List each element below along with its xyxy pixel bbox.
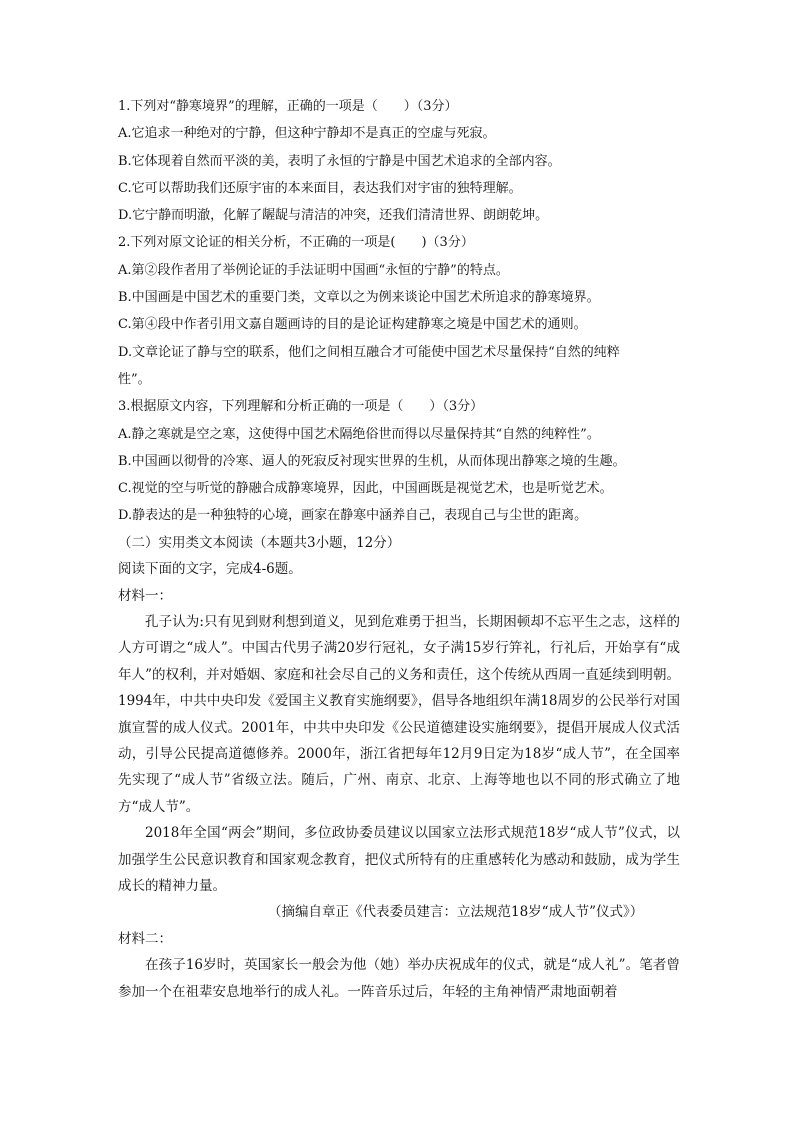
question-2-option-a: A.第②段作者用了举例论证的手法证明中国画“永恒的宁静”的特点。 xyxy=(118,262,509,278)
document-page xyxy=(118,93,680,1005)
material-1-label: 材料一： xyxy=(118,587,172,604)
material-1-source: （摘编自章正《代表委员建言：立法规范18岁“成人节”仪式》） xyxy=(268,904,644,921)
section-instruction: 阅读下面的文字，完成4-6题。 xyxy=(118,561,302,578)
material-2-paragraph-1: 在孩子16岁时，英国家长一般会为他（她）举办庆祝成年的仪式，就是“成人礼”。笔者曾参加一个在祖辈安息地举行的成人礼。一阵音乐过后，年轻的主角神情严肃地面朝着 xyxy=(118,957,680,1000)
question-2-stem: 2.下列对原文论证的相关分析，不正确的一项是( )（3分） xyxy=(118,235,474,251)
question-2-option-b: B.中国画是中国艺术的重要门类，文章以之为例来谈论中国艺术所追求的静寒境界。 xyxy=(118,290,600,306)
question-2-option-d-cont: 性”。 xyxy=(118,371,151,387)
question-1 xyxy=(118,93,680,229)
section-heading: （二）实用类文本阅读（本题共3小题，12分） xyxy=(118,534,401,551)
material-2-label: 材料二： xyxy=(118,930,172,947)
question-1-option-b: B.它体现着自然而平淡的美，表明了永恒的宁静是中国艺术追求的全部内容。 xyxy=(118,153,561,169)
question-1-option-a: A.它追求一种绝对的宁静，但这种宁静却不是真正的空虚与死寂。 xyxy=(118,126,496,142)
material-1-paragraph-1: 孔子认为:只有见到财利想到道义，见到危难勇于担当，长期困顿却不忘平生之志，这样的人方可谓之“成人”。中国古代男子满20岁行冠礼，女子满15岁行笄礼，行礼后，开始享有“成年人”的权利，并对婚姻、家庭和社会尽自己的义务和责任，这个传统从西周一直延续到明朝。1994年，中共中央印发《爱国主义教育实施纲要》，倡导各地组织年满18周岁的公民举行对国旗宣誓的成人仪式。2001年，中共中央印发《公民道德建设实施纲要》，提倡开展成人仪式活动，引导公民提高道德修养。2000年，浙江省把每年12月9日定为18岁“成人节”，在全国率先实现了“成人节”省级立法。随后，广州、南京、北京、上海等地也以不同的形式确立了地方“成人节”。 xyxy=(118,613,680,815)
question-3-option-b: B.中国画以彻骨的冷寒、逼人的死寂反衬现实世界的生机，从而体现出静寒之境的生趣。 xyxy=(118,453,626,469)
question-2-option-d: D.文章论证了静与空的联系，他们之间相互融合才可能使中国艺术尽量保持“自然的纯粹 xyxy=(118,344,620,360)
question-3-stem: 3.根据原文内容，下列理解和分析正确的一项是（ ）（3分） xyxy=(118,399,484,415)
question-1-option-d: D.它宁静而明澈，化解了龌龊与清洁的冲突，还我们清清世界、朗朗乾坤。 xyxy=(118,208,549,224)
question-3-option-a: A.静之寒就是空之寒，这使得中国艺术隔绝俗世而得以尽量保持其“自然的纯粹性”。 xyxy=(118,426,600,442)
question-3-option-c: C.视觉的空与听觉的静融合成静寒境界，因此，中国画既是视觉艺术，也是听觉艺术。 xyxy=(118,481,613,497)
question-3-option-d: D.静表达的是一种独特的心境，画家在静寒中涵养自己，表现自己与尘世的距离。 xyxy=(118,508,588,524)
question-1-stem: 1.下列对“静寒境界”的理解，正确的一项是（ ）（3分） xyxy=(118,99,458,114)
question-3 xyxy=(118,393,680,529)
question-2 xyxy=(118,229,680,393)
question-2-option-c: C.第④段中作者引用文嘉自题画诗的目的是论证构建静寒之境是中国艺术的通则。 xyxy=(118,317,587,333)
question-1-option-c: C.它可以帮助我们还原宇宙的本来面目，表达我们对宇宙的独特理解。 xyxy=(118,180,522,196)
material-1-paragraph-2: 2018年全国“两会”期间，多位政协委员建议以国家立法形式规范18岁“成人节”仪式，以加强学生公民意识教育和国家观念教育，把仪式所特有的庄重感转化为感动和鼓励，成为学生成长的精神力量。 xyxy=(118,825,680,895)
